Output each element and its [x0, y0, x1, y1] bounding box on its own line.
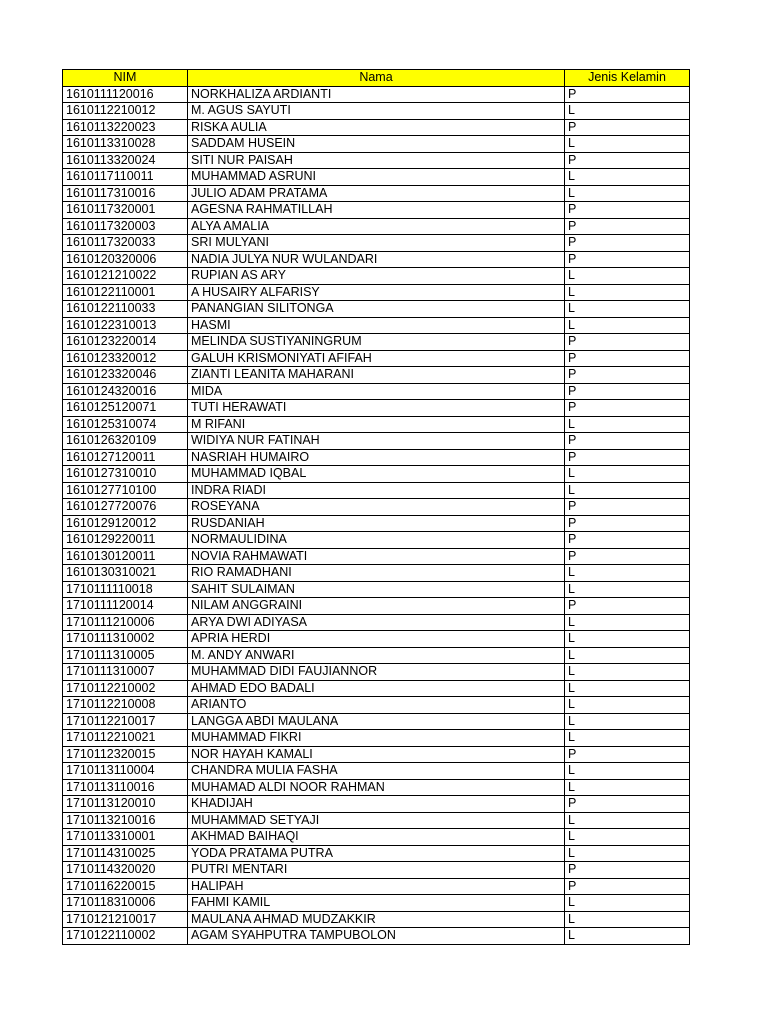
cell-jenis-kelamin: L [565, 301, 690, 318]
table-row [63, 515, 690, 532]
cell-jenis-kelamin: L [565, 284, 690, 301]
cell-nim: 1610129120012 [63, 515, 188, 532]
cell-nama: SITI NUR PAISAH [188, 152, 565, 169]
cell-nim: 1710114310025 [63, 845, 188, 862]
cell-nim: 1610113310028 [63, 136, 188, 153]
cell-nama: PANANGIAN SILITONGA [188, 301, 565, 318]
cell-nim: 1610122110001 [63, 284, 188, 301]
table-row [63, 251, 690, 268]
cell-jenis-kelamin: P [565, 862, 690, 879]
cell-nama: M RIFANI [188, 416, 565, 433]
cell-nim: 1610117320001 [63, 202, 188, 219]
cell-nama: MUHAMAD ALDI NOOR RAHMAN [188, 779, 565, 796]
cell-jenis-kelamin: L [565, 416, 690, 433]
table-row [63, 664, 690, 681]
table-row [63, 466, 690, 483]
cell-nim: 1710113110016 [63, 779, 188, 796]
cell-nim: 1610122310013 [63, 317, 188, 334]
table-row [63, 284, 690, 301]
table-row [63, 169, 690, 186]
table-row [63, 565, 690, 582]
cell-jenis-kelamin: P [565, 796, 690, 813]
header-nim: NIM [63, 70, 188, 87]
cell-nama: RUPIAN AS ARY [188, 268, 565, 285]
table-row [63, 400, 690, 417]
cell-nim: 1610127720076 [63, 499, 188, 516]
cell-nama: RIO RAMADHANI [188, 565, 565, 582]
table-row [63, 532, 690, 549]
cell-nama: MUHAMMAD IQBAL [188, 466, 565, 483]
cell-nama: APRIA HERDI [188, 631, 565, 648]
cell-jenis-kelamin: P [565, 86, 690, 103]
cell-jenis-kelamin: P [565, 499, 690, 516]
cell-jenis-kelamin: P [565, 598, 690, 615]
cell-nim: 1710111120014 [63, 598, 188, 615]
cell-nama: ROSEYANA [188, 499, 565, 516]
table-row [63, 367, 690, 384]
cell-nim: 1610123220014 [63, 334, 188, 351]
cell-nama: AGAM SYAHPUTRA TAMPUBOLON [188, 928, 565, 945]
cell-jenis-kelamin: L [565, 482, 690, 499]
cell-nama: ARIANTO [188, 697, 565, 714]
cell-nama: NILAM ANGGRAINI [188, 598, 565, 615]
table-row [63, 136, 690, 153]
cell-nim: 1710122110002 [63, 928, 188, 945]
cell-nim: 1610127310010 [63, 466, 188, 483]
table-row [63, 631, 690, 648]
cell-nim: 1610113320024 [63, 152, 188, 169]
table-row [63, 713, 690, 730]
cell-nama: M. ANDY ANWARI [188, 647, 565, 664]
cell-nama: NORKHALIZA ARDIANTI [188, 86, 565, 103]
cell-nama: MUHAMMAD ASRUNI [188, 169, 565, 186]
table-row [63, 779, 690, 796]
cell-jenis-kelamin: P [565, 251, 690, 268]
table-row [63, 680, 690, 697]
cell-jenis-kelamin: L [565, 614, 690, 631]
cell-jenis-kelamin: L [565, 779, 690, 796]
cell-nama: M. AGUS SAYUTI [188, 103, 565, 120]
table-body [63, 86, 690, 944]
cell-nama: ARYA DWI ADIYASA [188, 614, 565, 631]
cell-jenis-kelamin: L [565, 730, 690, 747]
cell-jenis-kelamin: L [565, 581, 690, 598]
table-row [63, 86, 690, 103]
table-row [63, 383, 690, 400]
cell-nim: 1710111110018 [63, 581, 188, 598]
cell-nama: ALYA AMALIA [188, 218, 565, 235]
cell-nim: 1610123320046 [63, 367, 188, 384]
table-row [63, 350, 690, 367]
cell-nim: 1610117320003 [63, 218, 188, 235]
table-row [63, 911, 690, 928]
cell-nama: LANGGA ABDI MAULANA [188, 713, 565, 730]
cell-jenis-kelamin: L [565, 911, 690, 928]
cell-nim: 1610120320006 [63, 251, 188, 268]
cell-nama: INDRA RIADI [188, 482, 565, 499]
cell-nama: CHANDRA MULIA FASHA [188, 763, 565, 780]
cell-jenis-kelamin: L [565, 680, 690, 697]
cell-nama: NOVIA RAHMAWATI [188, 548, 565, 565]
cell-jenis-kelamin: L [565, 845, 690, 862]
cell-jenis-kelamin: L [565, 812, 690, 829]
cell-nim: 1610121210022 [63, 268, 188, 285]
cell-jenis-kelamin: P [565, 515, 690, 532]
student-table [62, 69, 690, 945]
cell-nama: RUSDANIAH [188, 515, 565, 532]
cell-jenis-kelamin: L [565, 268, 690, 285]
table-row [63, 301, 690, 318]
table-row [63, 730, 690, 747]
cell-jenis-kelamin: L [565, 631, 690, 648]
table-row [63, 185, 690, 202]
cell-nim: 1710112210021 [63, 730, 188, 747]
cell-nama: AHMAD EDO BADALI [188, 680, 565, 697]
table-row [63, 317, 690, 334]
cell-nama: JULIO ADAM PRATAMA [188, 185, 565, 202]
cell-nim: 1710113120010 [63, 796, 188, 813]
table-row [63, 416, 690, 433]
cell-nim: 1710112320015 [63, 746, 188, 763]
cell-nama: NASRIAH HUMAIRO [188, 449, 565, 466]
cell-nama: HALIPAH [188, 878, 565, 895]
cell-jenis-kelamin: L [565, 664, 690, 681]
header-nama: Nama [188, 70, 565, 87]
cell-nama: AGESNA RAHMATILLAH [188, 202, 565, 219]
cell-nim: 1610129220011 [63, 532, 188, 549]
cell-nim: 1610127120011 [63, 449, 188, 466]
cell-jenis-kelamin: P [565, 548, 690, 565]
cell-nim: 1610117310016 [63, 185, 188, 202]
cell-jenis-kelamin: L [565, 466, 690, 483]
cell-nama: PUTRI MENTARI [188, 862, 565, 879]
cell-jenis-kelamin: L [565, 928, 690, 945]
table-row [63, 152, 690, 169]
cell-nama: NADIA JULYA NUR WULANDARI [188, 251, 565, 268]
cell-jenis-kelamin: L [565, 136, 690, 153]
cell-jenis-kelamin: P [565, 532, 690, 549]
table-row [63, 449, 690, 466]
cell-jenis-kelamin: P [565, 433, 690, 450]
table-row [63, 581, 690, 598]
cell-nama: AKHMAD BAIHAQI [188, 829, 565, 846]
cell-jenis-kelamin: P [565, 367, 690, 384]
table-row [63, 895, 690, 912]
cell-nim: 1710116220015 [63, 878, 188, 895]
cell-jenis-kelamin: P [565, 334, 690, 351]
cell-jenis-kelamin: P [565, 218, 690, 235]
cell-nim: 1610113220023 [63, 119, 188, 136]
table-row [63, 482, 690, 499]
cell-nama: A HUSAIRY ALFARISY [188, 284, 565, 301]
cell-nim: 1710111310007 [63, 664, 188, 681]
table-row [63, 697, 690, 714]
table-row [63, 763, 690, 780]
cell-jenis-kelamin: P [565, 152, 690, 169]
cell-jenis-kelamin: P [565, 235, 690, 252]
cell-nim: 1610117320033 [63, 235, 188, 252]
cell-nama: SADDAM HUSEIN [188, 136, 565, 153]
cell-nama: SAHIT SULAIMAN [188, 581, 565, 598]
cell-nama: TUTI HERAWATI [188, 400, 565, 417]
cell-jenis-kelamin: L [565, 169, 690, 186]
cell-nim: 1710113210016 [63, 812, 188, 829]
table-row [63, 598, 690, 615]
table-row [63, 829, 690, 846]
cell-nim: 1610117110011 [63, 169, 188, 186]
cell-jenis-kelamin: L [565, 317, 690, 334]
cell-nim: 1710113110004 [63, 763, 188, 780]
cell-nim: 1710111310005 [63, 647, 188, 664]
cell-nim: 1610125120071 [63, 400, 188, 417]
cell-jenis-kelamin: P [565, 202, 690, 219]
cell-nama: MELINDA SUSTIYANINGRUM [188, 334, 565, 351]
header-row [63, 70, 690, 87]
cell-nama: GALUH KRISMONIYATI AFIFAH [188, 350, 565, 367]
table-row [63, 433, 690, 450]
cell-nim: 1710121210017 [63, 911, 188, 928]
table-row [63, 812, 690, 829]
cell-nama: KHADIJAH [188, 796, 565, 813]
cell-nama: MIDA [188, 383, 565, 400]
table-row [63, 218, 690, 235]
table-row [63, 746, 690, 763]
cell-nama: MAULANA AHMAD MUDZAKKIR [188, 911, 565, 928]
cell-nim: 1710111310002 [63, 631, 188, 648]
table-row [63, 928, 690, 945]
table-row [63, 614, 690, 631]
cell-jenis-kelamin: P [565, 746, 690, 763]
table-row [63, 548, 690, 565]
cell-nim: 1610127710100 [63, 482, 188, 499]
table-row [63, 235, 690, 252]
cell-jenis-kelamin: P [565, 383, 690, 400]
cell-jenis-kelamin: L [565, 713, 690, 730]
table-row [63, 268, 690, 285]
cell-nama: FAHMI KAMIL [188, 895, 565, 912]
cell-nim: 1610130120011 [63, 548, 188, 565]
cell-nim: 1610124320016 [63, 383, 188, 400]
cell-nim: 1610130310021 [63, 565, 188, 582]
cell-nim: 1610123320012 [63, 350, 188, 367]
cell-nama: SRI MULYANI [188, 235, 565, 252]
cell-nama: WIDIYA NUR FATINAH [188, 433, 565, 450]
table-row [63, 845, 690, 862]
cell-nim: 1710114320020 [63, 862, 188, 879]
cell-nama: MUHAMMAD SETYAJI [188, 812, 565, 829]
table-row [63, 499, 690, 516]
table-row [63, 202, 690, 219]
table-row [63, 878, 690, 895]
cell-nama: NORMAULIDINA [188, 532, 565, 549]
cell-jenis-kelamin: P [565, 400, 690, 417]
cell-nim: 1610125310074 [63, 416, 188, 433]
cell-nim: 1710112210002 [63, 680, 188, 697]
cell-nama: YODA PRATAMA PUTRA [188, 845, 565, 862]
cell-nim: 1710111210006 [63, 614, 188, 631]
cell-nama: RISKA AULIA [188, 119, 565, 136]
cell-nama: MUHAMMAD DIDI FAUJIANNOR [188, 664, 565, 681]
cell-nim: 1610112210012 [63, 103, 188, 120]
cell-jenis-kelamin: L [565, 185, 690, 202]
table-row [63, 103, 690, 120]
cell-jenis-kelamin: P [565, 350, 690, 367]
cell-jenis-kelamin: L [565, 763, 690, 780]
cell-nim: 1610126320109 [63, 433, 188, 450]
cell-jenis-kelamin: P [565, 119, 690, 136]
cell-nim: 1710112210008 [63, 697, 188, 714]
cell-nim: 1610111120016 [63, 86, 188, 103]
table-row [63, 796, 690, 813]
cell-nama: MUHAMMAD FIKRI [188, 730, 565, 747]
cell-jenis-kelamin: L [565, 103, 690, 120]
table-row [63, 334, 690, 351]
cell-nim: 1710118310006 [63, 895, 188, 912]
cell-nama: NOR HAYAH KAMALI [188, 746, 565, 763]
cell-jenis-kelamin: P [565, 878, 690, 895]
cell-nim: 1710113310001 [63, 829, 188, 846]
cell-jenis-kelamin: P [565, 449, 690, 466]
cell-nim: 1710112210017 [63, 713, 188, 730]
cell-jenis-kelamin: L [565, 647, 690, 664]
cell-jenis-kelamin: L [565, 829, 690, 846]
header-jenis-kelamin: Jenis Kelamin [565, 70, 690, 87]
table-row [63, 647, 690, 664]
cell-nim: 1610122110033 [63, 301, 188, 318]
table-row [63, 862, 690, 879]
cell-jenis-kelamin: L [565, 565, 690, 582]
cell-nama: ZIANTI LEANITA MAHARANI [188, 367, 565, 384]
table-row [63, 119, 690, 136]
cell-nama: HASMI [188, 317, 565, 334]
cell-jenis-kelamin: L [565, 895, 690, 912]
cell-jenis-kelamin: L [565, 697, 690, 714]
